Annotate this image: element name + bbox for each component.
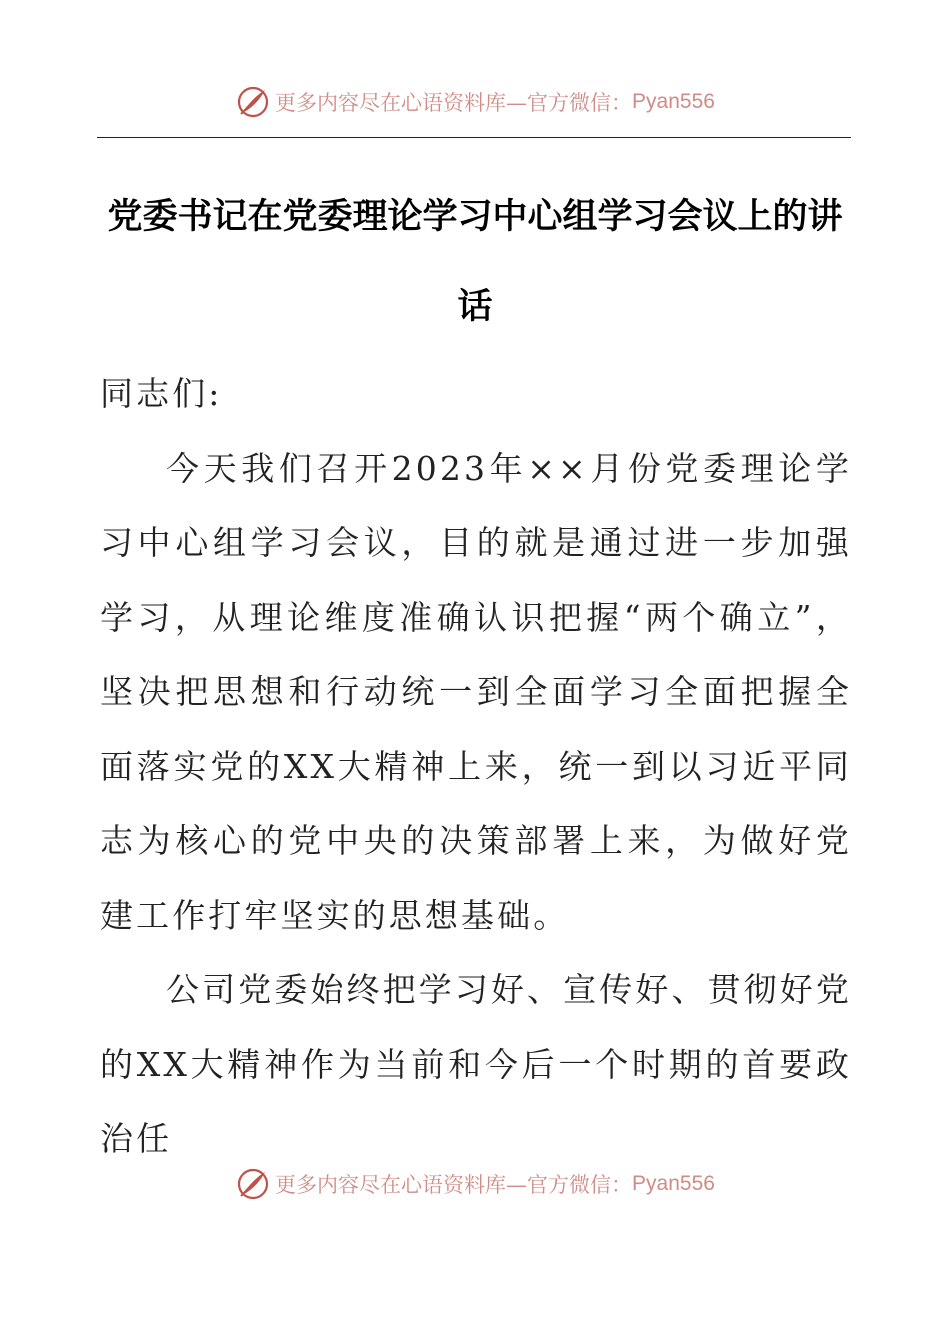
quill-pen-logo-icon bbox=[235, 84, 271, 120]
header-watermark bbox=[0, 80, 950, 124]
watermark-wechat-id: Pyan556 bbox=[632, 90, 715, 113]
paragraph: 公司党委始终把学习好、宣传好、贯彻好党的XX大精神作为当前和今后一个时期的首要政治任 bbox=[100, 970, 852, 1158]
paragraph: 今天我们召开2023年××月份党委理论学习中心组学习会议，目的就是通过进一步加强学习，从理论维度准确认识把握“两个确立”，坚决把思想和行动统一到全面学习全面把握全面落实党的XX大精神上来，统一到以习近平同志为核心的党中央的决策部署上来，为做好党建工作打牢坚实的思想基础。 bbox=[100, 448, 852, 935]
document-body bbox=[100, 357, 852, 1177]
watermark-text: 更多内容尽在心语资料库—官方微信： bbox=[275, 1173, 633, 1197]
quill-pen-logo-icon bbox=[235, 1166, 271, 1202]
watermark-wechat-id: Pyan556 bbox=[632, 1172, 715, 1195]
watermark-text: 更多内容尽在心语资料库—官方微信： bbox=[275, 91, 633, 115]
document-title: 党委书记在党委理论学习中心组学习会议上的讲话 bbox=[107, 197, 843, 327]
footer-watermark bbox=[0, 1162, 950, 1206]
header-divider bbox=[97, 137, 851, 138]
salutation: 同志们: bbox=[100, 374, 223, 413]
